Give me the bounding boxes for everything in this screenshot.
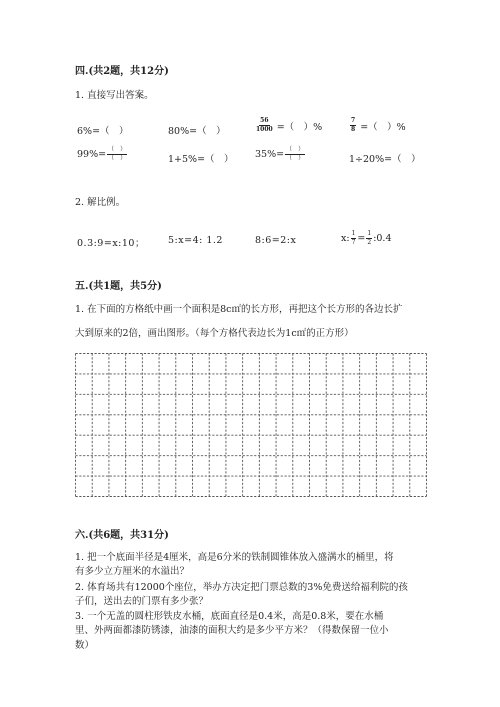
- fraction: [285, 147, 305, 162]
- proportion-item-d: [341, 231, 392, 246]
- q1-item-80-percent: 80%=（ ）: [168, 126, 226, 137]
- proportion-d-lead: x:: [341, 233, 350, 244]
- fraction-denominator: （ ）: [286, 155, 305, 162]
- section-4-heading: 四.(共2题，共12分): [75, 66, 169, 77]
- section-5-heading: 五.(共1题，共5分): [75, 281, 162, 292]
- fraction-numerator: 56: [260, 117, 269, 124]
- proportion-d-mid: =: [357, 233, 366, 244]
- section-6-line-1: 1. 把一个底面半径是4厘米，高是6分米的铁制圆锥体放入盛满水的桶里，将: [75, 552, 394, 563]
- section-6-line-6: 里、外两面都漆防锈漆，油漆的面积大约是多少平方米？（得数保留一位小: [75, 625, 389, 636]
- fraction-numerator: 1: [367, 230, 372, 237]
- fraction-denominator: （ ）: [108, 155, 127, 162]
- fraction: [107, 147, 127, 162]
- q1-item-56-tail: =（ ）%: [276, 121, 323, 133]
- q1-item-35-percent: [255, 147, 306, 162]
- fraction-numerator: 7: [351, 117, 356, 124]
- section-6-line-7: 数）: [75, 640, 95, 651]
- fraction-numerator: 1: [351, 230, 356, 237]
- square-grid-paper: [75, 353, 427, 497]
- fraction-denominator: 2: [367, 239, 372, 246]
- section-5-line-1: 1. 在下面的方格纸中画一个面积是8c㎡的长方形，再把这个长方形的各边长扩: [75, 304, 403, 315]
- section-6-line-5: 3. 一个无盖的圆柱形铁皮水桶，底面直径是0.4米，高是0.8米，要在水桶: [75, 611, 384, 622]
- q1-item-6-percent: 6%=（ ）: [77, 126, 129, 137]
- fraction-numerator: （ ）: [108, 146, 127, 153]
- q1-item-7-tail: =（ ）%: [360, 121, 406, 133]
- q1-item-99-lead: 99%=: [77, 149, 107, 160]
- q1-item-1-div-20-percent: 1÷20%=（ ）: [349, 154, 421, 165]
- fraction: [351, 231, 357, 246]
- fraction: [350, 118, 356, 133]
- fraction-denominator: 7: [351, 239, 356, 246]
- fraction: [256, 118, 273, 133]
- question-1-title: 1. 直接写出答案。: [75, 90, 154, 101]
- q1-item-35-lead: 35%=: [255, 149, 285, 160]
- section-6-line-2: 有多少立方厘米的水溢出？: [75, 566, 190, 577]
- question-2-title: 2. 解比例。: [75, 197, 126, 208]
- fraction-denominator: 1000: [256, 126, 273, 133]
- proportion-item-b: 5:x=4: 1.2: [168, 235, 223, 246]
- section-5-line-2: 大到原来的2倍，画出图形。（每个方格代表边长为1c㎡的正方形）: [75, 328, 354, 339]
- section-6-heading: 六.(共6题，共31分): [75, 530, 169, 541]
- q1-item-7-over-8: [349, 118, 406, 133]
- section-6-line-4: 子们，送出去的门票有多少张？: [75, 596, 209, 607]
- q1-item-56-over-1000: [255, 118, 322, 133]
- q1-item-1-plus-5-percent: 1+5%=（ ）: [168, 154, 234, 165]
- fraction-denominator: 8: [351, 126, 356, 133]
- proportion-item-c: 8:6=2:x: [255, 235, 297, 246]
- fraction: [366, 231, 372, 246]
- proportion-item-a: 0.3:9=x:10；: [77, 238, 145, 249]
- fraction-numerator: （ ）: [286, 146, 305, 153]
- section-6-line-3: 2. 体育场共有12000个座位，举办方决定把门票总数的3%免费送给福利院的孩: [75, 582, 408, 593]
- q1-item-99-percent: [77, 147, 128, 162]
- proportion-d-tail: :0.4: [373, 233, 392, 244]
